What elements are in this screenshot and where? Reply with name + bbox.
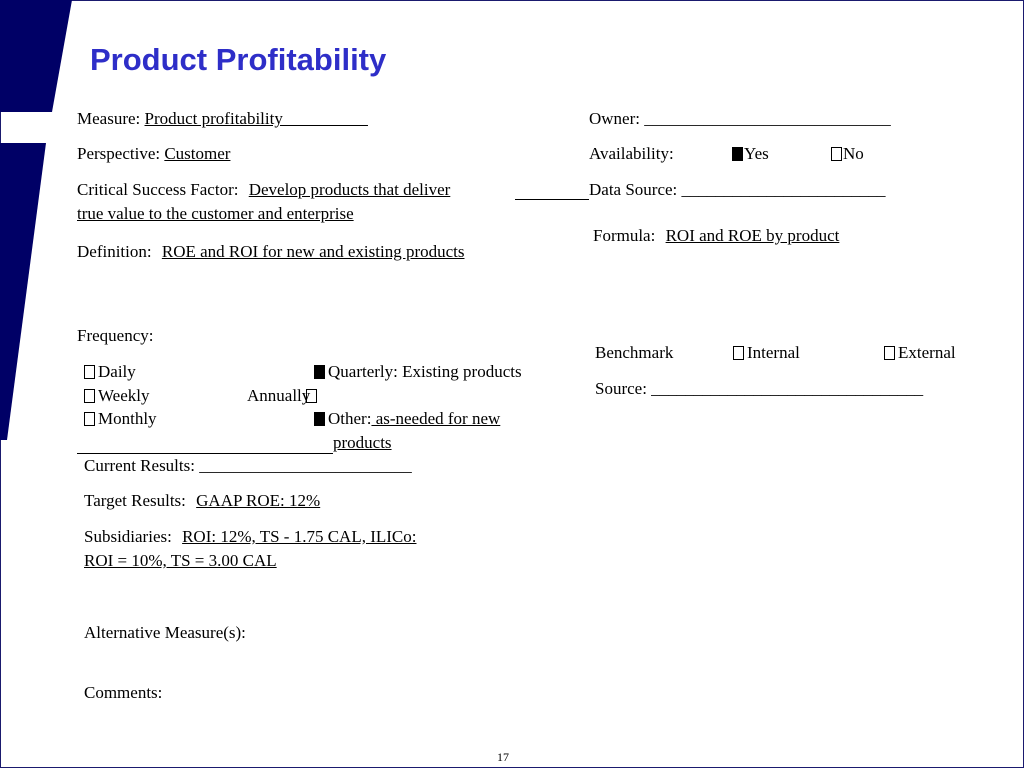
benchmark-external-label: External [898, 343, 956, 362]
target-row [84, 489, 320, 513]
freq-other-value: as-needed for new [371, 409, 501, 428]
subsidiaries-row [84, 525, 416, 549]
checkbox-monthly[interactable] [84, 412, 95, 426]
freq-annually[interactable] [247, 384, 320, 408]
page-number: 17 [497, 750, 509, 764]
source-row: Source: ________________________________ [595, 379, 924, 398]
definition-row [77, 240, 465, 264]
benchmark-external[interactable] [884, 341, 956, 365]
availability-no-label: No [843, 144, 864, 163]
owner-row: Owner: _____________________________ [589, 109, 891, 128]
availability-yes-label: Yes [744, 144, 769, 163]
definition-label: Definition: [77, 242, 152, 261]
freq-monthly-label: Monthly [98, 409, 157, 428]
freq-annually-label: Annually [247, 386, 311, 405]
csf-value-line2: true value to the customer and enterprise [77, 204, 354, 223]
availability-no[interactable] [831, 142, 864, 166]
benchmark-internal[interactable] [733, 341, 800, 365]
freq-monthly[interactable] [84, 407, 157, 431]
freq-quarterly-label: Quarterly: Existing products [328, 362, 522, 381]
subsidiaries-label: Subsidiaries: [84, 527, 172, 546]
checkbox-availability-no[interactable] [831, 147, 842, 161]
subsidiaries-value-line2: ROI = 10%, TS = 3.00 CAL [84, 551, 277, 570]
freq-quarterly[interactable] [314, 360, 522, 384]
benchmark-internal-label: Internal [747, 343, 800, 362]
freq-weekly[interactable] [84, 384, 150, 408]
formula-row [593, 224, 839, 248]
freq-daily-label: Daily [98, 362, 136, 381]
freq-daily[interactable] [84, 360, 136, 384]
measure-label: Measure: [77, 109, 141, 128]
definition-value: ROE and ROI for new and existing products [161, 242, 465, 261]
comments-label: Comments: [84, 683, 163, 702]
data-source-row: Data Source: ________________________ [589, 180, 886, 199]
csf-row [77, 178, 450, 202]
sidebar-top-shape [0, 0, 72, 112]
checkbox-annually[interactable] [306, 389, 317, 403]
target-label: Target Results: [84, 491, 186, 510]
checkbox-daily[interactable] [84, 365, 95, 379]
checkbox-benchmark-external[interactable] [884, 346, 895, 360]
checkbox-availability-yes[interactable] [732, 147, 743, 161]
freq-other[interactable] [314, 407, 500, 431]
frequency-label: Frequency: [77, 326, 154, 345]
measure-value: Product profitability__________ [144, 109, 368, 128]
perspective-row [77, 142, 230, 166]
csf-label: Critical Success Factor: [77, 180, 239, 199]
page-title: Product Profitability [90, 42, 387, 77]
alternative-measures: Alternative Measure(s): [84, 623, 246, 642]
checkbox-benchmark-internal[interactable] [733, 346, 744, 360]
checkbox-quarterly[interactable] [314, 365, 325, 379]
csf-underline-tail [515, 199, 589, 200]
freq-other-value-line2: products [333, 433, 392, 452]
perspective-label: Perspective: [77, 144, 161, 163]
checkbox-weekly[interactable] [84, 389, 95, 403]
sidebar-bottom-shape [0, 143, 46, 440]
current-results: Current Results: _________________________ [84, 456, 412, 475]
csf-value-line1: Develop products that deliver [248, 180, 451, 199]
target-value: GAAP ROE: 12% [196, 491, 321, 510]
subsidiaries-value-line1: ROI: 12%, TS - 1.75 CAL, ILICo: [182, 527, 417, 546]
freq-other-label: Other: [328, 409, 372, 428]
availability-label: Availability: [589, 144, 674, 163]
freq-weekly-label: Weekly [98, 386, 150, 405]
perspective-value: Customer [164, 144, 231, 163]
decorative-sidebar [0, 0, 80, 440]
benchmark-label: Benchmark [595, 343, 674, 362]
formula-label: Formula: [593, 226, 656, 245]
formula-value: ROI and ROE by product [665, 226, 840, 245]
checkbox-other[interactable] [314, 412, 325, 426]
availability-yes[interactable] [732, 142, 769, 166]
measure-row [77, 107, 368, 131]
